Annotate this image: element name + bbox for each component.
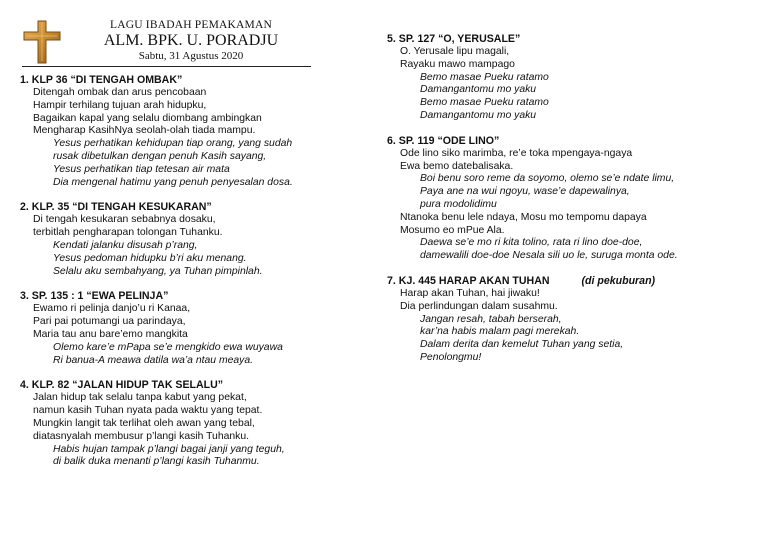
- song-title-text: SP. 127 “O, YERUSALE”: [398, 33, 521, 45]
- song-title-text: KLP 36 “DI TENGAH OMBAK”: [31, 74, 183, 86]
- right-column: [387, 33, 747, 377]
- song-number: 4.: [20, 379, 29, 392]
- song-block: [20, 290, 350, 367]
- verse-line: Bagaikan kapal yang selalu diombang ambingkan: [33, 112, 262, 124]
- service-date: Sabtu, 31 Agustus 2020: [138, 50, 244, 62]
- verse-line: Ditengah ombak dan arus pencobaan: [33, 87, 207, 98]
- song-title: [387, 33, 747, 46]
- song-note: (di pekuburan): [581, 274, 656, 287]
- header-divider: [22, 66, 311, 67]
- verse-line: Maria tau anu bare’emo mangkita: [33, 328, 188, 340]
- verse-line: Harap akan Tuhan, hai jiwaku!: [400, 287, 540, 299]
- chorus-line: kar’na habis malam pagi merekah.: [420, 326, 580, 338]
- song-block: [20, 74, 350, 189]
- verse-line: diatasnyalah membusur p’langi kasih Tuhanku.: [33, 430, 250, 442]
- verse-line: namun kasih Tuhan nyata pada waktu yang tepat.: [33, 405, 263, 417]
- verse-line: Hampir terhilang tujuan arah hidupku,: [33, 99, 207, 111]
- verse-line: Jalan hidup tak selalu tanpa kabut yang pekat,: [33, 392, 247, 404]
- cross-icon: [22, 20, 62, 64]
- song-number: 3.: [20, 290, 29, 303]
- chorus-line: rusak dibetulkan dengan penuh Kasih sayang,: [53, 150, 267, 162]
- song-title-text: SP. 119 “ODE LINO”: [398, 134, 500, 147]
- left-column: [20, 74, 350, 481]
- chorus-line: pura modolidimu: [420, 198, 497, 210]
- chorus-line: Penolongmu!: [420, 351, 482, 363]
- deceased-name: ALM. BPK. U. PORADJU: [103, 32, 279, 49]
- header: [22, 18, 312, 68]
- chorus-line: Paya ane na wui ngoyu, wase’e dapewalinya,: [420, 186, 630, 198]
- song-title-text: KJ. 445 HARAP AKAN TUHAN: [398, 274, 550, 287]
- chorus-line: Bemo masae Pueku ratamo: [420, 71, 549, 83]
- song-block: [20, 379, 350, 469]
- verse-line: Ode lino siko marimba, re’e toka mpengaya-ngaya: [400, 147, 633, 159]
- song-title: [387, 135, 747, 148]
- song-title: [387, 275, 747, 288]
- chorus-line: Dia mengenal hatimu yang penuh penyesalan dosa.: [53, 176, 293, 188]
- song-title-text: KLP. 35 “DI TENGAH KESUKARAN”: [31, 201, 212, 214]
- chorus-line: Olemo kare’e mPapa se’e mengkido ewa wuyawa: [53, 341, 283, 353]
- chorus-line: Bemo masae Pueku ratamo: [420, 97, 549, 109]
- verse-line: terbitlah pengharapan tolongan Tuhanku.: [33, 227, 223, 239]
- verse-line: Ewamo ri pelinja danjo’u ri Kanaa,: [33, 303, 191, 315]
- verse-line: Mosumo eo mPue Ala.: [400, 224, 505, 236]
- verse-line: Pari pai potumangi ua parindaya,: [33, 316, 186, 328]
- chorus-line: Daewa se’e mo ri kita tolino, rata ri lino doe-doe,: [420, 237, 643, 249]
- chorus-line: Kendati jalanku disusah p’rang,: [53, 239, 198, 251]
- verse-line: Di tengah kesukaran sebabnya dosaku,: [33, 214, 216, 226]
- chorus-line: damewalili doe-doe Nesala sili uo le, suruga monta ode.: [420, 250, 678, 262]
- chorus-line: Jangan resah, tabah berserah,: [420, 313, 562, 325]
- chorus-line: Ri banua-A meawa datila wa’a ntau meaya.: [53, 354, 254, 366]
- song-number: 1.: [20, 74, 29, 86]
- chorus-line: Damangantomu mo yaku: [420, 84, 537, 96]
- verse-line: O. Yerusale lipu magali,: [400, 46, 510, 57]
- song-number: 6.: [387, 134, 396, 147]
- chorus-line: Selalu aku sembahyang, ya Tuhan pimpinlah.: [53, 265, 263, 277]
- verse-line: Mungkin langit tak terlihat oleh awan yang tebal,: [33, 417, 255, 429]
- song-title: [20, 201, 350, 214]
- verse-line: Mengharap KasihNya seolah-olah tiada mampu.: [33, 125, 256, 137]
- verse-line: Dia perlindungan dalam susahmu.: [400, 300, 558, 312]
- song-block: [20, 201, 350, 278]
- chorus-line: di balik duka menanti p’langi kasih Tuhanmu.: [53, 456, 260, 468]
- chorus-line: Boi benu soro reme da soyomo, olemo se’e ndate limu,: [420, 173, 675, 185]
- song-title-text: KLP. 82 “JALAN HIDUP TAK SELALU”: [31, 379, 224, 392]
- song-block: [387, 33, 747, 123]
- chorus-line: Yesus perhatikan tiap tetesan air mata: [53, 163, 230, 175]
- song-title: [20, 74, 350, 87]
- chorus-line: Yesus perhatikan kehidupan tiap orang, yang sudah: [53, 138, 293, 150]
- chorus-line: Damangantomu mo yaku: [420, 109, 537, 121]
- chorus-line: Dalam derita dan kemelut Tuhan yang setia,: [420, 339, 624, 351]
- chorus-line: Habis hujan tampak p’langi bagai janji yang teguh,: [53, 443, 285, 455]
- song-number: 7.: [387, 274, 396, 287]
- song-number: 2.: [20, 201, 29, 214]
- song-block: [387, 135, 747, 263]
- song-title: [20, 290, 350, 303]
- song-number: 5.: [387, 33, 396, 45]
- verse-line: Ewa bemo datebalisaka.: [400, 160, 514, 172]
- verse-line: Ntanoka benu lele ndaya, Mosu mo tempomu dapaya: [400, 211, 647, 223]
- song-block: [387, 275, 747, 365]
- header-text: [78, 18, 304, 63]
- verse-line: Rayaku mawo mampago: [400, 58, 515, 70]
- header-subtitle: LAGU IBADAH PEMAKAMAN: [109, 19, 272, 31]
- song-title-text: SP. 135 : 1 “EWA PELINJA”: [31, 290, 169, 303]
- song-title: [20, 379, 350, 392]
- chorus-line: Yesus pedoman hidupku b’ri aku menang.: [53, 252, 247, 264]
